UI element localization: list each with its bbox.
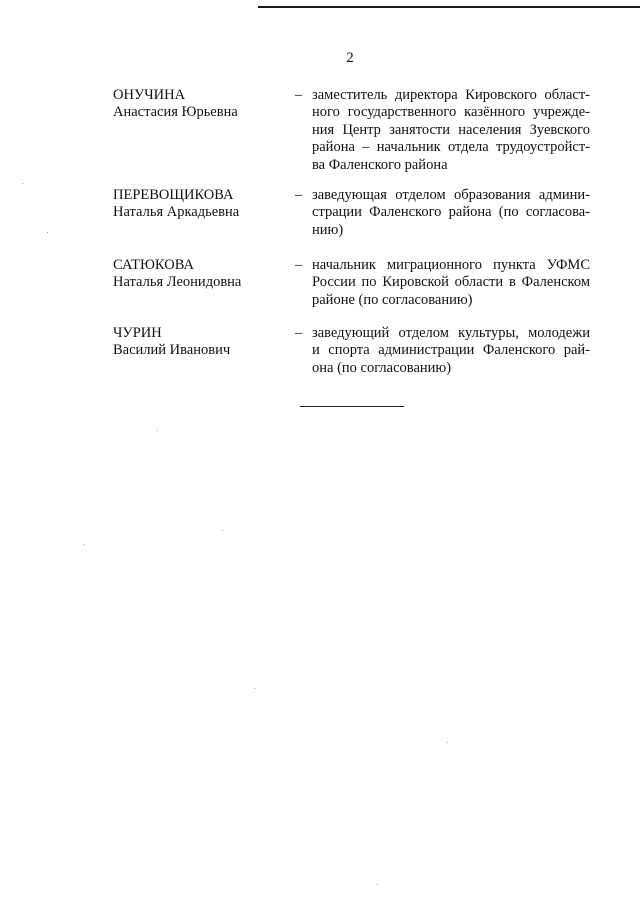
scan-speck (84, 544, 85, 545)
role-line: страции Фаленского района (по согласова- (312, 204, 590, 221)
member-name (113, 187, 293, 221)
role-line: заместитель директора Кировского област- (312, 87, 590, 103)
entry-dash: – (295, 87, 303, 103)
entry-dash: – (295, 325, 303, 341)
member-given-names: Наталья Аркадьевна (113, 204, 240, 220)
role-line: ва Фаленского района (312, 156, 448, 173)
role-line: заведующий отделом культуры, молодежи (312, 325, 590, 341)
scan-speck (47, 232, 48, 233)
role-line: нию) (312, 221, 344, 238)
member-given-names: Анастасия Юрьевна (113, 104, 238, 120)
scan-speck (157, 430, 158, 431)
role-line: районе (по согласованию) (312, 291, 473, 308)
member-name (113, 325, 293, 359)
member-role (312, 187, 590, 239)
member-surname: САТЮКОВА (113, 257, 194, 273)
role-line: начальник миграционного пункта УФМС (312, 257, 590, 273)
role-line: ния Центр занятости населения Зуевского (312, 121, 590, 138)
scan-speck (22, 183, 23, 184)
entry-dash: – (295, 187, 303, 203)
role-line: заведующая отделом образования админи- (312, 187, 590, 203)
scan-speck (222, 530, 223, 531)
member-given-names: Василий Иванович (113, 342, 231, 358)
member-surname: ОНУЧИНА (113, 87, 186, 103)
member-name (113, 87, 293, 121)
entry-dash: – (295, 257, 303, 273)
role-line: ного государственного казённого учрежде- (312, 104, 590, 121)
member-surname: ЧУРИН (113, 325, 162, 341)
member-role (312, 325, 590, 377)
role-line: района – начальник отдела трудоустройст- (312, 139, 590, 156)
page-number: 2 (346, 50, 354, 66)
scan-speck (447, 742, 448, 743)
scan-speck (377, 884, 378, 885)
closing-rule (300, 406, 404, 407)
member-role (312, 87, 590, 174)
role-line: России по Кировской области в Фаленском (312, 274, 590, 291)
member-surname: ПЕРЕВОЩИКОВА (113, 187, 234, 203)
role-line: она (по согласованию) (312, 359, 452, 376)
member-role (312, 257, 590, 309)
role-line: и спорта администрации Фаленского рай- (312, 342, 590, 359)
scan-speck (254, 688, 255, 689)
member-given-names: Наталья Леонидовна (113, 274, 242, 290)
top-rule (258, 6, 640, 8)
member-name (113, 257, 293, 291)
